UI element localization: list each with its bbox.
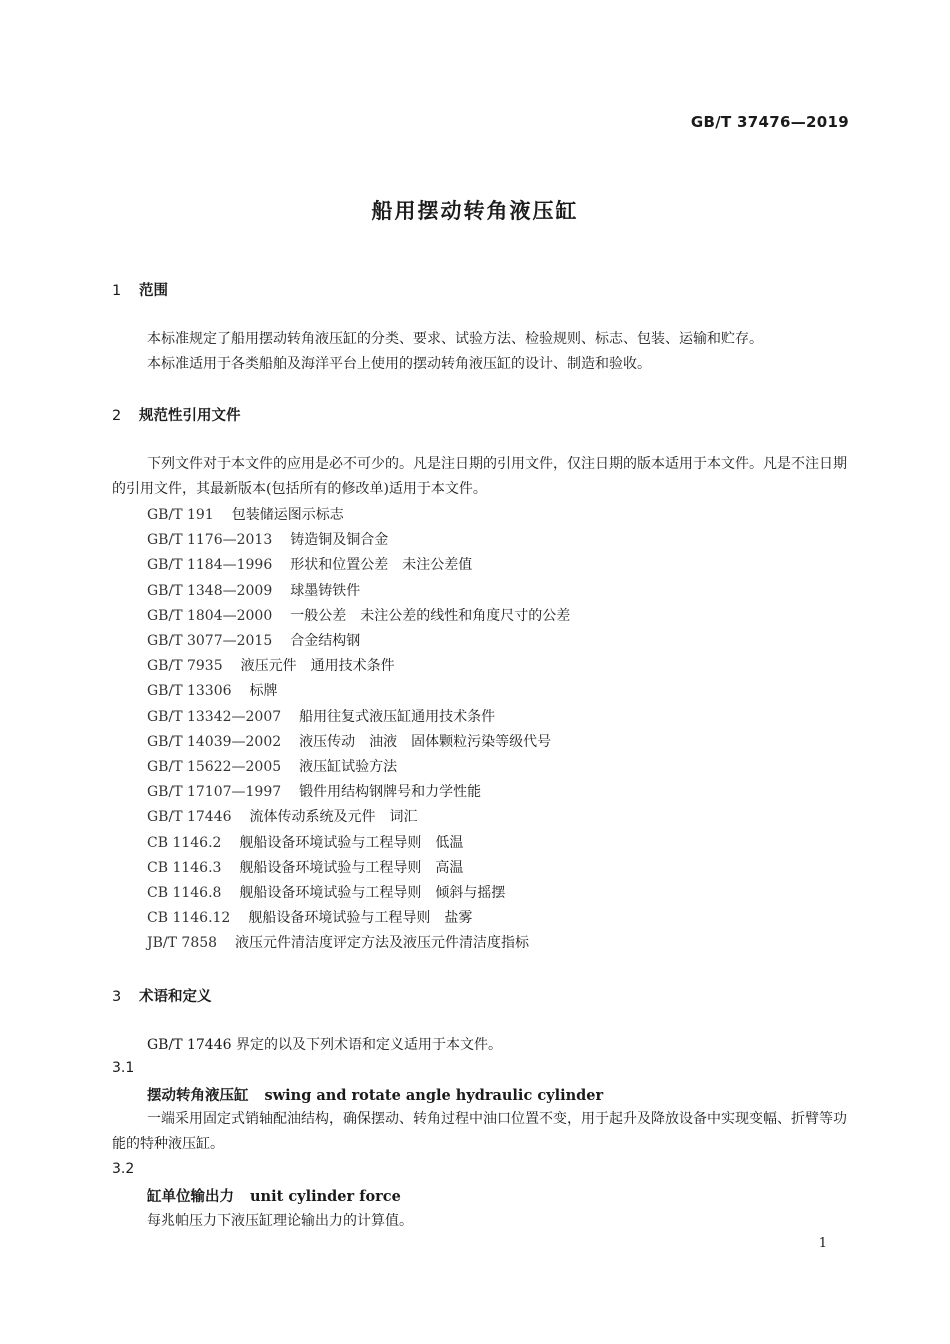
document-title: 船用摆动转角液压缸	[371, 199, 579, 223]
page-number: 1	[818, 1236, 827, 1251]
term-en: unit cylinder force	[250, 1188, 401, 1205]
term-zh: 缸单位输出力	[147, 1189, 234, 1205]
section-title: 范围	[139, 283, 168, 299]
section-number: 1	[112, 283, 122, 299]
reference-title: 标牌	[249, 683, 278, 700]
reference-item	[147, 907, 472, 927]
reference-title: 舰船设备环境试验与工程导则 高温	[239, 859, 464, 876]
section-2-heading	[112, 404, 241, 425]
reference-code: GB/T 1176—2013	[147, 532, 273, 549]
reference-item	[147, 504, 344, 524]
reference-code: GB/T 191	[147, 507, 214, 523]
section-3-heading	[112, 985, 212, 1006]
reference-item	[147, 756, 397, 776]
term-number: 3.2	[112, 1161, 135, 1177]
reference-title: 包装储运图示标志	[231, 507, 344, 523]
reference-title: 合金结构钢	[290, 633, 361, 649]
reference-item	[147, 529, 388, 549]
reference-title: 液压缸试验方法	[299, 759, 398, 775]
paragraph: GB/T 17446 界定的以及下列术语和定义适用于本文件。	[147, 1037, 502, 1053]
reference-code: GB/T 1184—1996	[147, 557, 273, 574]
reference-title: 液压元件清洁度评定方法及液压元件清洁度指标	[235, 935, 530, 952]
reference-code: GB/T 15622—2005	[147, 759, 282, 775]
reference-code: CB 1146.3	[147, 859, 222, 876]
reference-item	[147, 655, 395, 675]
reference-code: GB/T 3077—2015	[147, 633, 273, 649]
section-number: 2	[112, 408, 122, 424]
reference-item	[147, 857, 463, 877]
reference-item	[147, 706, 495, 726]
term-en: swing and rotate angle hydraulic cylinder	[264, 1087, 604, 1104]
paragraph	[112, 452, 850, 502]
reference-title: 一般公差 未注公差的线性和角度尺寸的公差	[290, 607, 571, 624]
reference-code: GB/T 13342—2007	[147, 708, 282, 725]
term-number: 3.1	[112, 1060, 135, 1076]
reference-title: 舰船设备环境试验与工程导则 倾斜与摇摆	[239, 885, 506, 901]
section-title: 术语和定义	[139, 989, 212, 1005]
reference-item	[147, 932, 529, 952]
definition-text: 一端采用固定式销轴配油结构，确保摆动、转角过程中油口位置不变，用于起升及降放设备中实现变幅、折臂等功能的特种液压缸。	[112, 1111, 847, 1152]
reference-item	[147, 882, 505, 902]
reference-item	[147, 781, 481, 801]
reference-code: CB 1146.8	[147, 885, 222, 901]
term-definition	[112, 1107, 850, 1157]
paragraph: 本标准适用于各类船舶及海洋平台上使用的摆动转角液压缸的设计、制造和验收。	[147, 356, 651, 372]
term-definition: 每兆帕压力下液压缸理论输出力的计算值。	[147, 1213, 413, 1229]
reference-title: 流体传动系统及元件 词汇	[249, 809, 418, 826]
reference-item	[147, 731, 551, 751]
reference-title: 舰船设备环境试验与工程导则 低温	[239, 834, 464, 851]
term-heading	[147, 1084, 603, 1105]
reference-item	[147, 806, 418, 826]
paragraph-text: 下列文件对于本文件的应用是必不可少的。凡是注日期的引用文件，仅注日期的版本适用于本文件。凡是不注日期的引用文件，其最新版本(包括所有的修改单)适用于本文件。	[112, 456, 847, 497]
reference-title: 船用往复式液压缸通用技术条件	[299, 708, 496, 725]
section-number: 3	[112, 989, 122, 1005]
reference-item	[147, 580, 360, 600]
reference-code: GB/T 13306	[147, 683, 232, 700]
reference-title: 铸造铜及铜合金	[290, 532, 389, 549]
standard-number: GB/T 37476—2019	[690, 113, 849, 131]
reference-code: GB/T 14039—2002	[147, 733, 282, 750]
term-heading	[147, 1185, 401, 1206]
reference-code: GB/T 1348—2009	[147, 582, 273, 599]
paragraph: 本标准规定了船用摆动转角液压缸的分类、要求、试验方法、检验规则、标志、包装、运输和贮存。	[147, 331, 763, 347]
reference-item	[147, 630, 360, 650]
reference-title: 球墨铸铁件	[290, 582, 361, 599]
reference-title: 液压传动 油液 固体颗粒污染等级代号	[299, 733, 552, 750]
reference-item	[147, 832, 463, 852]
reference-code: CB 1146.2	[147, 834, 222, 851]
reference-title: 锻件用结构钢牌号和力学性能	[299, 784, 482, 801]
reference-item	[147, 554, 472, 574]
reference-title: 形状和位置公差 未注公差值	[290, 557, 473, 574]
reference-item	[147, 605, 570, 625]
term-zh: 摆动转角液压缸	[147, 1088, 249, 1104]
reference-code: JB/T 7858	[147, 935, 218, 952]
reference-code: GB/T 17446	[147, 809, 232, 826]
reference-code: GB/T 1804—2000	[147, 607, 273, 624]
reference-title: 液压元件 通用技术条件	[240, 658, 395, 675]
section-title: 规范性引用文件	[139, 408, 241, 424]
reference-code: CB 1146.12	[147, 910, 231, 927]
reference-code: GB/T 7935	[147, 658, 223, 675]
reference-item	[147, 680, 278, 700]
reference-title: 舰船设备环境试验与工程导则 盐雾	[248, 910, 473, 927]
reference-code: GB/T 17107—1997	[147, 784, 282, 801]
section-1-heading	[112, 279, 168, 300]
